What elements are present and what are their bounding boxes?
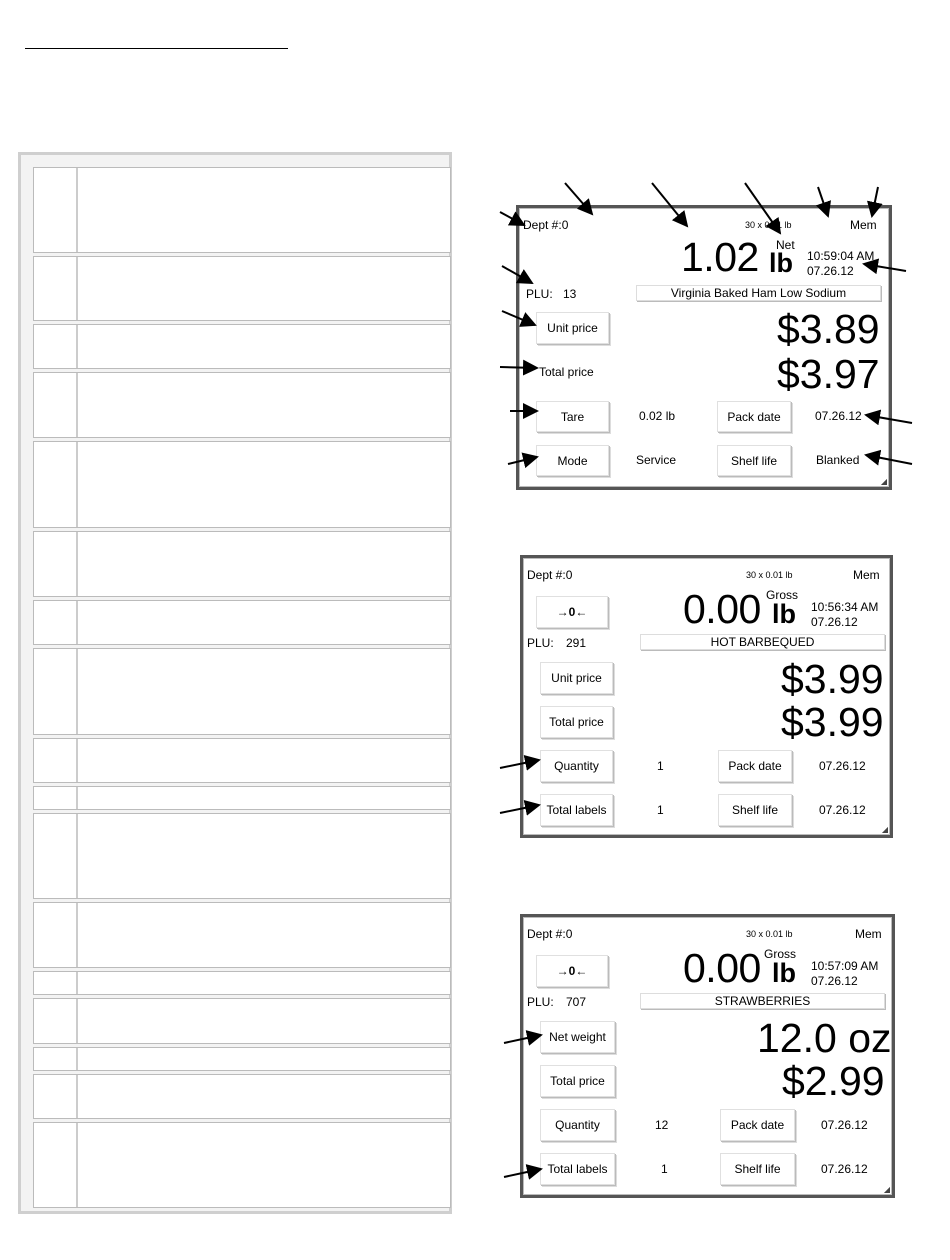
tare-value: 0.02 lb xyxy=(639,409,676,423)
weight-unit: lb xyxy=(769,248,793,278)
net-weight-button[interactable]: Net weight xyxy=(540,1021,615,1053)
plu-label: PLU: xyxy=(527,636,554,650)
weight-mode-label: Gross xyxy=(766,588,799,602)
callout-arrow xyxy=(500,367,537,368)
callout-arrow xyxy=(502,311,535,325)
pack-date-value: 07.26.12 xyxy=(821,1118,868,1132)
weight-unit: lb xyxy=(772,599,796,629)
pack-date-value: 07.26.12 xyxy=(815,409,862,423)
resize-corner-icon: ◢ xyxy=(880,477,887,486)
capacity-label: 30 x 0.01 lb xyxy=(745,220,792,230)
unit-price-button[interactable]: Unit price xyxy=(540,662,613,694)
callout-arrow xyxy=(504,1035,541,1043)
unit-price-value: $3.99 xyxy=(781,656,884,702)
weight-display: 0.00 xyxy=(683,945,761,991)
mem-indicator[interactable]: Mem xyxy=(855,927,882,941)
plu-number: 707 xyxy=(566,995,587,1009)
resize-corner-icon: ◢ xyxy=(881,825,888,834)
weight-display: 0.00 xyxy=(683,586,761,632)
clock-date: 07.26.12 xyxy=(807,264,854,278)
callout-arrow xyxy=(504,1169,541,1177)
callout-arrow xyxy=(652,183,687,226)
product-name-field[interactable]: Virginia Baked Ham Low Sodium xyxy=(636,285,881,301)
plu-number: 291 xyxy=(566,636,587,650)
total-price-button[interactable]: Total price xyxy=(540,1065,615,1097)
callout-arrow xyxy=(866,455,912,464)
total-labels-value: 1 xyxy=(661,1162,668,1176)
unit-price-value: $3.89 xyxy=(777,306,880,352)
mem-indicator[interactable]: Mem xyxy=(853,568,880,582)
total-labels-button[interactable]: Total labels xyxy=(540,1153,615,1185)
callout-arrow xyxy=(866,415,912,423)
dept-number: Dept #:0 xyxy=(527,568,573,582)
pack-date-button[interactable]: Pack date xyxy=(718,750,792,782)
total-labels-value: 1 xyxy=(657,803,664,817)
pack-date-value: 07.26.12 xyxy=(819,759,866,773)
callout-arrow xyxy=(500,212,524,225)
weight-mode-label: Gross xyxy=(764,947,797,961)
clock-date: 07.26.12 xyxy=(811,615,858,629)
plu-label: PLU: xyxy=(526,287,553,301)
shelf-life-button[interactable]: Shelf life xyxy=(718,794,792,826)
tare-button[interactable]: Tare xyxy=(536,401,609,432)
pack-date-button[interactable]: Pack date xyxy=(720,1109,795,1141)
mem-indicator[interactable]: Mem xyxy=(850,218,877,232)
weight-mode-label: Net xyxy=(776,238,795,252)
total-price-label: Total price xyxy=(539,365,594,379)
plu-label: PLU: xyxy=(527,995,554,1009)
mode-button[interactable]: Mode xyxy=(536,445,609,476)
weight-unit: lb xyxy=(772,958,796,988)
zero-button[interactable]: →0← xyxy=(536,955,608,987)
capacity-label: 30 x 0.01 lb xyxy=(746,929,793,939)
clock-time: 10:59:04 AM xyxy=(807,249,875,263)
total-price-value: $3.97 xyxy=(777,351,880,397)
callout-arrow xyxy=(872,187,878,216)
clock-date: 07.26.12 xyxy=(811,974,858,988)
weight-display: 1.02 xyxy=(681,234,759,280)
callout-arrow xyxy=(565,183,592,214)
net-weight-value: 12.0 oz xyxy=(757,1015,892,1061)
shelf-life-value: 07.26.12 xyxy=(819,803,866,817)
shelf-life-button[interactable]: Shelf life xyxy=(717,445,791,476)
quantity-value: 12 xyxy=(655,1118,669,1132)
quantity-button[interactable]: Quantity xyxy=(540,1109,615,1141)
callout-arrow xyxy=(500,760,539,768)
callout-arrow xyxy=(864,264,906,271)
total-labels-button[interactable]: Total labels xyxy=(540,794,613,826)
resize-corner-icon: ◢ xyxy=(883,1185,890,1194)
quantity-value: 1 xyxy=(657,759,664,773)
product-name-field[interactable]: STRAWBERRIES xyxy=(640,993,885,1009)
clock-time: 10:56:34 AM xyxy=(811,600,879,614)
product-name-field[interactable]: HOT BARBEQUED xyxy=(640,634,885,650)
callout-arrow xyxy=(502,266,532,283)
clock-time: 10:57:09 AM xyxy=(811,959,879,973)
unit-price-button[interactable]: Unit price xyxy=(536,312,609,344)
shelf-life-value: Blanked xyxy=(816,453,860,467)
shelf-life-button[interactable]: Shelf life xyxy=(720,1153,795,1185)
quantity-button[interactable]: Quantity xyxy=(540,750,613,782)
callout-arrow xyxy=(818,187,828,216)
pack-date-button[interactable]: Pack date xyxy=(717,401,791,432)
dept-number: Dept #:0 xyxy=(527,927,573,941)
dept-number: Dept #:0 xyxy=(523,218,569,232)
shelf-life-value: 07.26.12 xyxy=(821,1162,868,1176)
callout-arrow xyxy=(508,457,537,464)
total-price-button[interactable]: Total price xyxy=(540,706,613,738)
zero-button[interactable]: →0← xyxy=(536,596,608,628)
capacity-label: 30 x 0.01 lb xyxy=(746,570,793,580)
callout-arrow xyxy=(745,183,780,233)
plu-number: 13 xyxy=(563,287,577,301)
mode-value: Service xyxy=(636,453,677,467)
callout-arrow xyxy=(500,805,539,813)
total-price-value: $3.99 xyxy=(781,699,884,745)
total-price-value: $2.99 xyxy=(782,1058,885,1104)
